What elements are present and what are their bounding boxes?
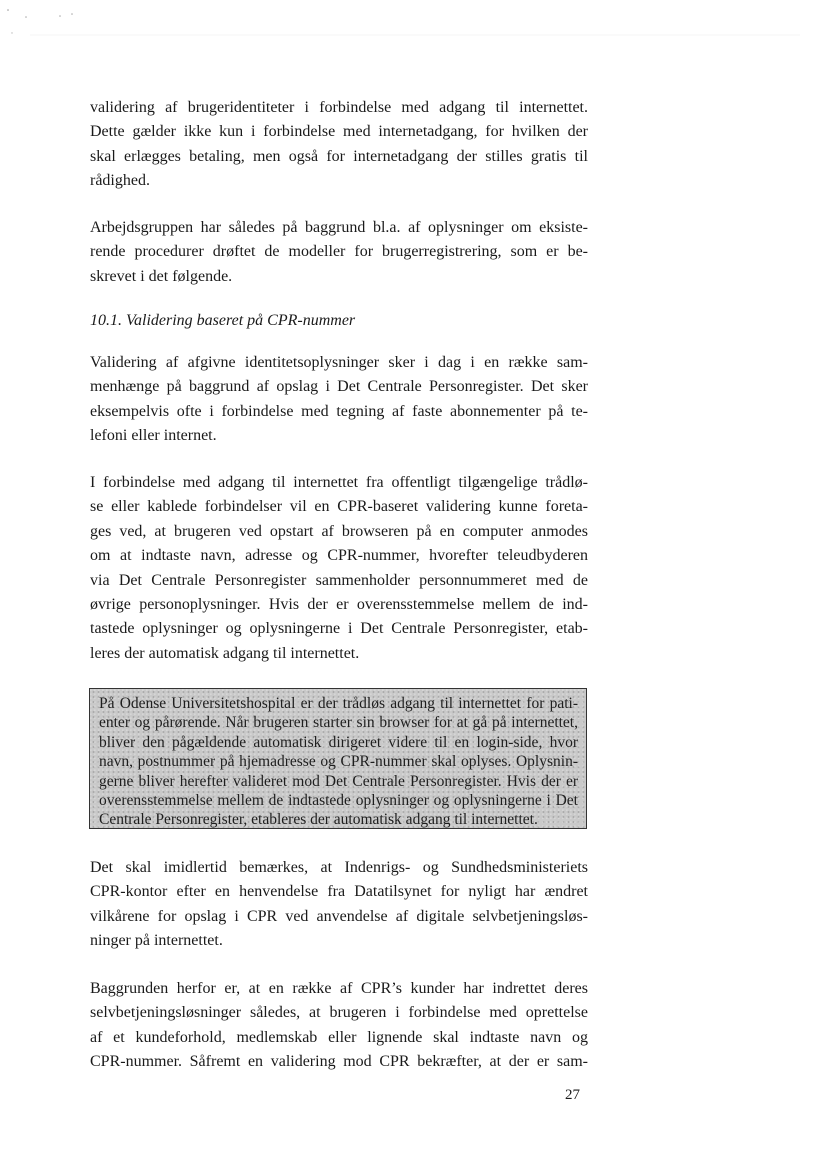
box-text-line: bliver den pågældende automatisk dirigeret videre til en login-side, hvor bbox=[99, 733, 578, 751]
text-line: via Det Centrale Personregister sammenholder personnummeret med de bbox=[90, 571, 588, 589]
text-line: vilkårene for opslag i CPR ved anvendelse af digitale selvbetjeningsløs- bbox=[90, 907, 588, 925]
paragraph-5 bbox=[90, 856, 588, 954]
text-line: rådighed. bbox=[90, 172, 150, 190]
text-line: ges ved, at brugeren ved opstart af browseren på en computer anmodes bbox=[90, 522, 588, 540]
text-line: CPR-nummer. Såfremt en validering mod CPR bekræfter, at der er sam- bbox=[90, 1053, 588, 1071]
text-line: lefoni eller internet. bbox=[90, 427, 217, 445]
box-text-line: På Odense Universitetshospital er der trådløs adgang til internettet for pati- bbox=[99, 695, 578, 712]
box-text-line: navn, postnummer på hjemadresse og CPR-nummer skal oplyses. Oplysnin- bbox=[99, 753, 578, 771]
text-line: eksempelvis ofte i forbindelse med tegning af faste abonnementer på te- bbox=[90, 402, 588, 420]
paragraph-2 bbox=[90, 216, 588, 289]
text-line: rende procedurer drøftet de modeller for brugerregistrering, som er be- bbox=[90, 243, 588, 261]
text-line: Validering af afgivne identitetsoplysninger sker i dag i en række sam- bbox=[90, 354, 588, 371]
text-line: om at indtaste navn, adresse og CPR-nummer, hvorefter teleudbyderen bbox=[90, 547, 588, 565]
text-line: Arbejdsgruppen har således på baggrund bl.a. af oplysninger om eksiste- bbox=[90, 219, 588, 236]
scan-artifacts bbox=[0, 0, 826, 60]
text-line: leres der automatisk adgang til internettet. bbox=[90, 644, 360, 662]
text-line: ninger på internettet. bbox=[90, 932, 223, 950]
page-number: 27 bbox=[565, 1087, 580, 1103]
box-text-line: enter og pårørende. Når brugeren starter sin browser for at gå på internettet, bbox=[99, 714, 578, 732]
example-box bbox=[89, 688, 587, 829]
text-line: validering af brugeridentiteter i forbindelse med adgang til internettet. bbox=[90, 99, 588, 116]
paragraph-6 bbox=[90, 977, 588, 1075]
paragraph-3 bbox=[90, 351, 588, 449]
paragraph-4 bbox=[90, 471, 588, 666]
box-text-line: gerne bliver herefter valideret mod Det Centrale Personregister. Hvis der er bbox=[99, 772, 578, 790]
text-line: menhænge på baggrund af opslag i Det Centrale Personregister. Det sker bbox=[90, 378, 588, 396]
text-line: tastede oplysninger og oplysningerne i Det Centrale Personregister, etab- bbox=[90, 620, 588, 638]
section-heading: 10.1. Validering baseret på CPR-nummer bbox=[90, 312, 356, 329]
text-line: selvbetjeningsløsninger således, at brugeren i forbindelse med oprettelse bbox=[90, 1004, 588, 1022]
text-line: Baggrunden herfor er, at en række af CPR’s kunder har indrettet deres bbox=[90, 980, 588, 997]
text-line: se eller kablede forbindelser vil en CPR-baseret validering kunne foreta- bbox=[90, 498, 588, 516]
paragraph-1 bbox=[90, 96, 588, 194]
text-line: Dette gælder ikke kun i forbindelse med internetadgang, for hvilken der bbox=[90, 123, 588, 141]
box-text-line: Centrale Personregister, etableres der automatisk adgang til internettet. bbox=[99, 811, 538, 829]
text-line: CPR-kontor efter en henvendelse fra Datatilsynet for nyligt har ændret bbox=[90, 883, 588, 901]
text-line: skal erlægges betaling, men også for internetadgang der stilles gratis til bbox=[90, 147, 588, 165]
text-line: af et kundeforhold, medlemskab eller lignende skal indtaste navn og bbox=[90, 1028, 588, 1046]
text-line: I forbindelse med adgang til internettet fra offentligt tilgængelige trådlø- bbox=[90, 474, 588, 491]
text-line: øvrige personoplysninger. Hvis der er overensstemmelse mellem de ind- bbox=[90, 596, 588, 614]
text-line: Det skal imidlertid bemærkes, at Indenrigs- og Sundhedsministeriets bbox=[90, 859, 588, 876]
box-text-line: overensstemmelse mellem de indtastede oplysninger og oplysningerne i Det bbox=[99, 792, 578, 810]
text-line: skrevet i det følgende. bbox=[90, 267, 233, 285]
